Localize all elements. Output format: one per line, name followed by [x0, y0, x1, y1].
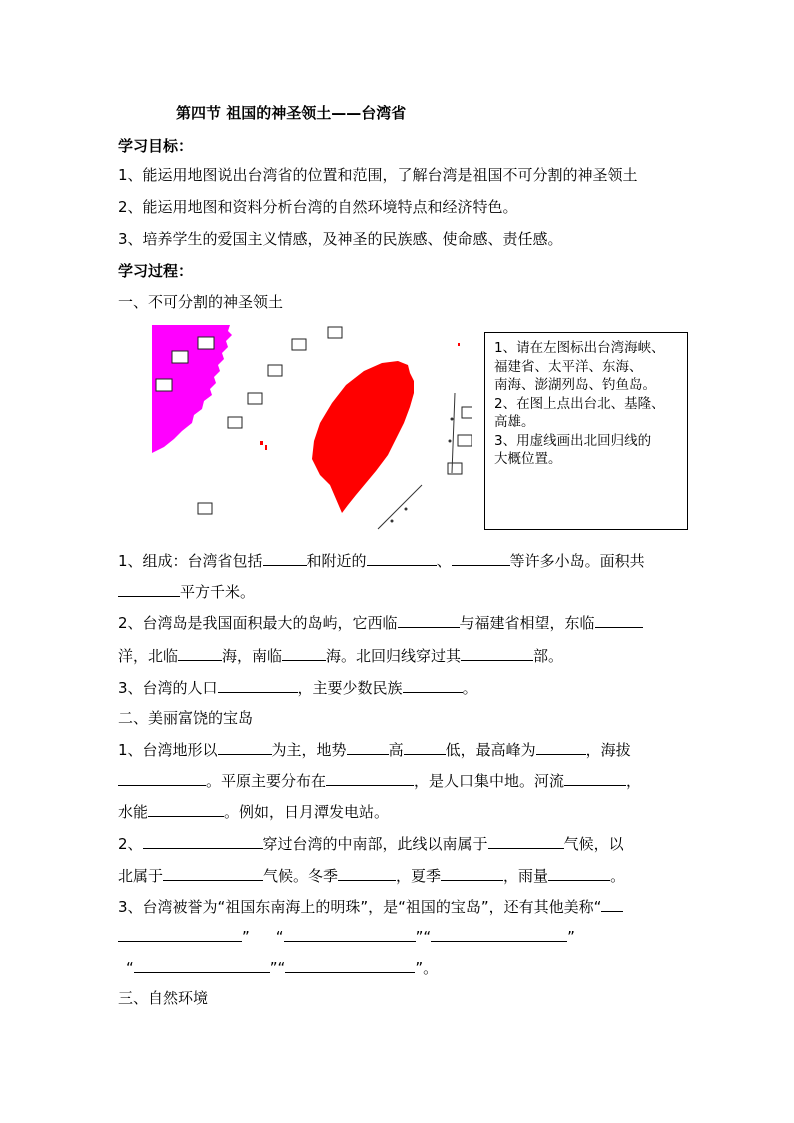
label-box[interactable] [198, 337, 214, 349]
instruction-line: 大概位置。 [494, 451, 562, 467]
question-line [118, 926, 575, 947]
answer-blank[interactable] [326, 770, 414, 786]
question-text: ，雨量 [503, 867, 549, 885]
question-text: “ [126, 959, 134, 977]
label-box[interactable] [458, 435, 472, 446]
instruction-line: 1、请在左图标出台湾海峡、 [494, 340, 665, 356]
answer-blank[interactable] [488, 833, 564, 849]
answer-blank[interactable] [178, 645, 222, 661]
question-text: 3、台湾被誉为“祖国东南海上的明珠”，是“祖国的宝岛”，还有其他美称“ [118, 898, 602, 916]
instruction-line: 福建省、太平洋、东海、 [494, 358, 643, 375]
question-line [118, 896, 623, 917]
answer-blank[interactable] [404, 739, 446, 755]
answer-blank[interactable] [347, 739, 389, 755]
answer-blank[interactable] [338, 865, 396, 881]
label-box[interactable] [172, 351, 188, 363]
label-box[interactable] [156, 379, 172, 391]
taiwan-map [152, 323, 472, 533]
answer-blank[interactable] [461, 645, 533, 661]
instruction-line: 南海、澎湖列岛、钓鱼岛。 [494, 377, 656, 393]
instruction-line: 3、用虚线画出北回归线的 [494, 432, 652, 449]
question-text: 。平原主要分布在 [206, 772, 327, 790]
question-text: 为主，地势 [271, 741, 347, 759]
answer-blank[interactable] [403, 677, 463, 693]
question-text: 水能 [118, 803, 149, 821]
page-title: 第四节 祖国的神圣领土——台湾省 [176, 104, 407, 122]
answer-blank[interactable] [282, 645, 326, 661]
question-text: ”“ [415, 928, 432, 946]
answer-blank[interactable] [548, 865, 610, 881]
question-text: 2、 [118, 835, 143, 853]
question-text: ，夏季 [396, 867, 442, 885]
section2-heading: 二、美丽富饶的宝岛 [118, 709, 254, 727]
section1-heading: 一、不可分割的神圣领土 [118, 293, 284, 311]
question-text: ，主要少数民族 [297, 679, 403, 697]
question-text: 等许多小岛。面积共 [509, 552, 645, 570]
question-line [126, 957, 438, 978]
answer-blank[interactable] [441, 865, 503, 881]
process-heading: 学习过程： [118, 262, 194, 280]
question-text: 海，南临 [222, 647, 283, 665]
label-box[interactable] [228, 417, 242, 428]
penghu-islet [260, 441, 263, 445]
question-text: 海。北回归线穿过其 [326, 647, 462, 665]
answer-blank[interactable] [284, 926, 416, 942]
answer-blank[interactable] [367, 550, 437, 566]
label-box[interactable] [292, 339, 306, 350]
boundary-line [452, 393, 455, 473]
instruction-line: 2、在图上点出台北、基隆、 [494, 395, 665, 412]
question-line [118, 739, 631, 760]
question-text: ” [567, 928, 575, 946]
question-text: 平方千米。 [180, 583, 256, 601]
question-text: 3、台湾的人口 [118, 679, 218, 697]
islet-dot [405, 508, 408, 511]
answer-blank[interactable] [452, 550, 510, 566]
objective-item: 1、能运用地图说出台湾省的位置和范围，了解台湾是祖国不可分割的神圣领土 [118, 166, 638, 184]
question-text: 。 [462, 679, 478, 697]
question-text: ”。 [415, 959, 439, 977]
question-text: ，海拔 [585, 741, 631, 759]
question-text: ，是人口集中地。河流 [414, 772, 565, 790]
section3-heading: 三、自然环境 [118, 989, 209, 1007]
map-instructions-box [484, 332, 688, 530]
question-line [118, 550, 645, 571]
islet [458, 343, 460, 346]
answer-blank[interactable] [564, 770, 626, 786]
answer-blank[interactable] [601, 896, 623, 912]
question-text: 与福建省相望，东临 [459, 614, 595, 632]
label-box[interactable] [198, 503, 212, 514]
question-text: 气候。冬季 [263, 867, 339, 885]
question-text: 。 [610, 867, 626, 885]
islet-dot [451, 418, 454, 421]
objective-item: 3、培养学生的爱国主义情感，及神圣的民族感、使命感、责任感。 [118, 230, 563, 248]
label-box[interactable] [328, 327, 342, 338]
question-text: 洋，北临 [118, 647, 179, 665]
question-line [118, 770, 641, 791]
question-text: 1、台湾地形以 [118, 741, 218, 759]
label-box[interactable] [448, 463, 462, 474]
question-line [118, 581, 255, 602]
label-box[interactable] [248, 393, 262, 404]
answer-blank[interactable] [143, 833, 263, 849]
answer-blank[interactable] [536, 739, 586, 755]
question-text: 和附近的 [306, 552, 367, 570]
answer-blank[interactable] [398, 612, 460, 628]
question-line [118, 833, 624, 854]
answer-blank[interactable] [218, 677, 298, 693]
question-text: 北属于 [118, 867, 164, 885]
answer-blank[interactable] [118, 926, 242, 942]
question-text: 1、组成：台湾省包括 [118, 552, 263, 570]
instruction-line: 高雄。 [494, 414, 535, 430]
answer-blank[interactable] [595, 612, 643, 628]
answer-blank[interactable] [431, 926, 567, 942]
islet-dot [391, 520, 394, 523]
question-text: 部。 [533, 647, 564, 665]
question-text: 穿过台湾的中南部，此线以南属于 [262, 835, 488, 853]
answer-blank[interactable] [134, 957, 270, 973]
objective-item: 2、能运用地图和资料分析台湾的自然环境特点和经济特色。 [118, 198, 518, 216]
answer-blank[interactable] [285, 957, 415, 973]
label-box[interactable] [268, 365, 282, 376]
question-text: 气候，以 [563, 835, 624, 853]
label-box[interactable] [462, 407, 472, 418]
islet-dot [449, 440, 452, 443]
question-text: ， [626, 772, 642, 790]
question-line [118, 865, 625, 886]
answer-blank[interactable] [118, 770, 206, 786]
question-text: 2、台湾岛是我国面积最大的岛屿，它西临 [118, 614, 398, 632]
question-text: ”“ [269, 959, 286, 977]
question-line [118, 677, 478, 698]
boundary-line [378, 485, 422, 529]
question-text: 。例如，日月潭发电站。 [224, 803, 390, 821]
answer-blank[interactable] [218, 739, 272, 755]
question-text: 低，最高峰为 [445, 741, 536, 759]
answer-blank[interactable] [263, 550, 307, 566]
question-line [118, 612, 643, 633]
question-line [118, 801, 389, 822]
answer-blank[interactable] [148, 801, 224, 817]
question-text: 高 [388, 741, 404, 759]
question-text: “ [275, 928, 284, 946]
answer-blank[interactable] [163, 865, 263, 881]
question-text: ” [242, 928, 250, 946]
penghu-islet [265, 445, 267, 450]
question-line [118, 645, 563, 666]
taiwan-island [312, 361, 414, 513]
answer-blank[interactable] [118, 581, 180, 597]
question-text: 、 [436, 552, 452, 570]
objectives-heading: 学习目标： [118, 137, 194, 155]
